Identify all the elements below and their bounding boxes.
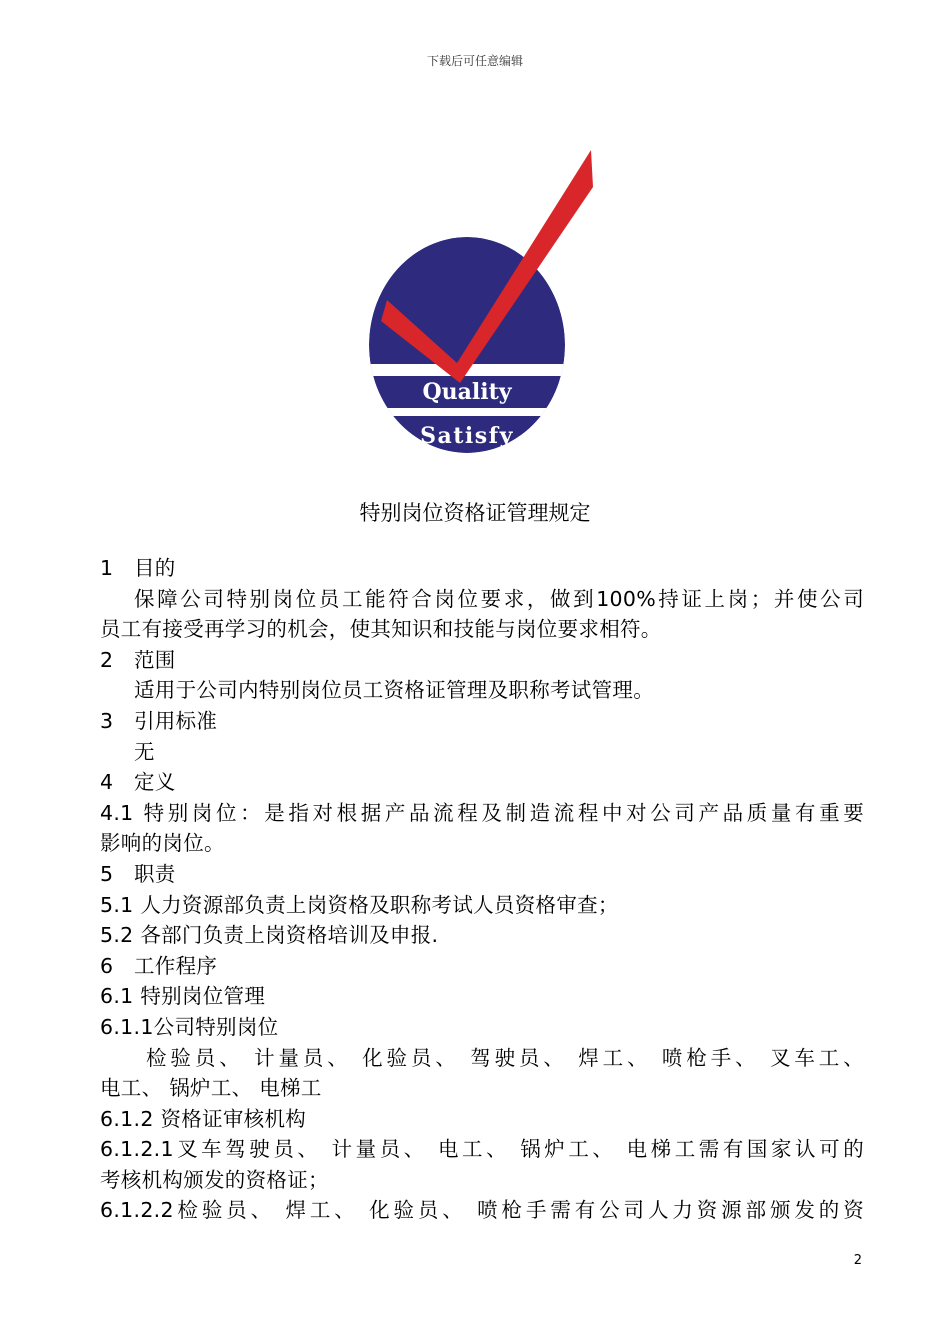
section-heading-text: 引用标准 xyxy=(134,708,218,733)
paragraph-line: 电工、 锅炉工、 电梯工 xyxy=(100,1076,322,1101)
section-heading-responsibilities xyxy=(100,859,864,890)
section-number: 1 xyxy=(100,556,114,580)
section-heading-references xyxy=(100,706,864,737)
paragraph-line: 检验员、 计量员、 化验员、 驾驶员、 焊工、 喷枪手、 叉车工、 xyxy=(146,1045,864,1070)
paragraph-line: 5.1 人力资源部负责上岗资格及职称考试人员资格审查； xyxy=(100,892,619,917)
paragraph-line: 4.1 特别岗位：是指对根据产品流程及制造流程中对公司产品质量有重要 xyxy=(100,800,864,825)
section-heading-procedure xyxy=(100,951,864,982)
section-heading-definitions xyxy=(100,767,864,798)
section-number: 6 xyxy=(100,953,114,978)
section-heading-text: 定义 xyxy=(134,770,176,795)
paragraph-line: 保障公司特别岗位员工能符合岗位要求，做到100%持证上岗；并使公司 xyxy=(134,586,864,611)
section-number: 2 xyxy=(100,647,114,672)
page-header-note: 下载后可任意编辑 xyxy=(426,54,523,68)
paragraph-line: 影响的岗位。 xyxy=(100,831,225,856)
paragraph-line: 6.1.2.2检验员、 焊工、 化验员、 喷枪手需有公司人力资源部颁发的资 xyxy=(100,1198,864,1223)
section-heading-text: 工作程序 xyxy=(134,953,218,978)
subsection-heading: 6.1 特别岗位管理 xyxy=(100,984,266,1009)
section-number: 4 xyxy=(100,770,114,795)
logo-text-satisfy: Satisfy xyxy=(420,423,514,449)
paragraph-line: 考核机构颁发的资格证； xyxy=(100,1167,329,1192)
section-number: 3 xyxy=(100,708,114,733)
paragraph-line: 员工有接受再学习的机会，使其知识和技能与岗位要求相符。 xyxy=(100,617,662,642)
paragraph-line: 5.2 各部门负责上岗资格培训及申报. xyxy=(100,923,439,948)
logo-band-middle xyxy=(365,408,605,416)
section-heading-text: 范围 xyxy=(134,647,176,672)
logo-text-quality: Quality xyxy=(422,379,512,405)
document-body xyxy=(100,553,864,1226)
paragraph-line: 6.1.2.1叉车驾驶员、 计量员、 电工、 锅炉工、 电梯工需有国家认可的 xyxy=(100,1137,864,1162)
document-title: 特别岗位资格证管理规定 xyxy=(359,501,591,525)
section-heading-text: 职责 xyxy=(134,861,176,886)
logo-band-top xyxy=(365,364,605,376)
section-heading-text: 目的 xyxy=(134,556,176,580)
section-heading-purpose xyxy=(100,553,864,584)
subsection-heading: 6.1.2 资格证审核机构 xyxy=(100,1106,307,1131)
section-number: 5 xyxy=(100,861,114,886)
paragraph-line: 无 xyxy=(134,739,155,764)
page-number: 2 xyxy=(853,1253,862,1268)
section-heading-scope xyxy=(100,645,864,676)
paragraph-line: 适用于公司内特别岗位员工资格证管理及职称考试管理。 xyxy=(134,678,654,703)
quality-satisfy-logo xyxy=(365,145,605,490)
subsection-heading: 6.1.1公司特别岗位 xyxy=(100,1014,279,1039)
